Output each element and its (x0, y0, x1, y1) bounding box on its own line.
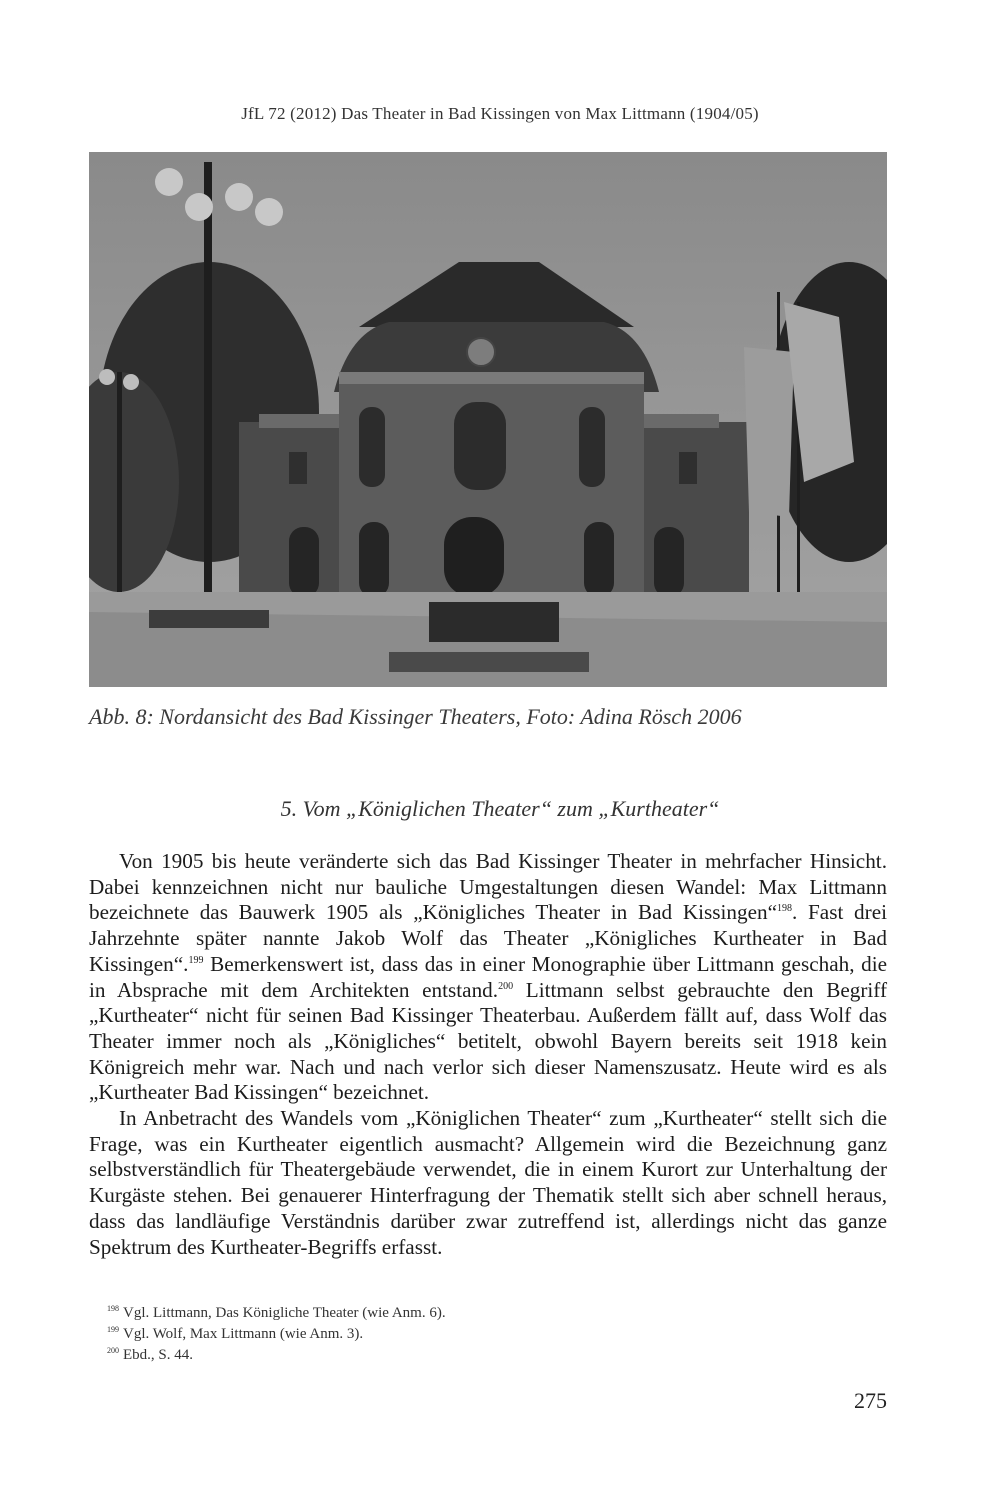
footnote-number: 200 (107, 1345, 119, 1355)
footnote (107, 1324, 446, 1345)
footnote-text: Ebd., S. 44. (123, 1347, 194, 1363)
paragraph-text: Bemerkenswert ist, dass das in einer Monographie über Littmann geschah, die in Absprache mit dem Architekten entstand. (89, 951, 887, 1002)
page-number: 275 (854, 1388, 887, 1413)
footnote (107, 1345, 446, 1366)
footnote-text: Vgl. Littmann, Das Königliche Theater (wie Anm. 6). (123, 1305, 446, 1321)
footnote-ref: 200 (498, 980, 514, 992)
footnote-text: Vgl. Wolf, Max Littmann (wie Anm. 3). (123, 1326, 364, 1342)
paragraph: In Anbetracht des Wandels vom „Königlichen Theater“ zum „Kurtheater“ stellt sich die Frage, was ein Kurtheater eigentlich ausmacht? Allgemein wird die Bezeichnung ganz selbstverständlich für Theatergebäude verwendet, die in einem Kurort zur Unterhaltung der Kurgäste stehen. Bei genauerer Hinterfragung der Thematik stellt sich aber schnell heraus, dass das landläufige Verständnis darüber zwar zutreffend ist, allerdings nicht das ganze Spektrum des Kurtheater-Begriffs erfasst. (89, 1106, 887, 1259)
footnotes (107, 1303, 446, 1366)
theater-photo (89, 152, 887, 687)
paragraph-text: Von 1905 bis heute veränderte sich das Bad Kissinger Theater in mehrfacher Hinsicht. Dabei kennzeichnen nicht nur bauliche Umgestaltungen diesen Wandel: Max Littmann bezeichnete das Bauwerk 1905 als „Königliches Theater in Bad Kissingen“ (89, 849, 887, 925)
body-text (89, 849, 887, 1260)
running-head: JfL 72 (2012) Das Theater in Bad Kissingen von Max Littmann (1904/05) (241, 104, 759, 123)
section-heading: 5. Vom „Königlichen Theater“ zum „Kurtheater“ (280, 796, 720, 821)
footnote-number: 198 (107, 1303, 119, 1313)
footnote-number: 199 (107, 1324, 119, 1334)
paragraph-text: . Fast drei Jahrzehnte später nannte Jakob Wolf das Theater „Königliches Kurtheater in Bad Kissingen“. (89, 900, 888, 976)
paragraph (89, 849, 887, 1106)
footnote-ref: 199 (188, 954, 204, 966)
footnote (107, 1303, 446, 1324)
figure-caption: Abb. 8: Nordansicht des Bad Kissinger Theaters, Foto: Adina Rösch 2006 (89, 704, 742, 729)
footnote-ref: 198 (777, 903, 792, 915)
paragraph-text: Littmann selbst gebrauchte den Begriff „Kurtheater“ nicht für seinen Bad Kissinger Theaterbau. Außerdem fällt auf, dass Wolf das Theater immer noch als „Königliches“ betitelt, obwohl Bayern bereits seit 1918 kein Königreich mehr war. Nach und nach verlor sich dieser Namenszusatz. Heute wird es als „Kurtheater Bad Kissingen“ bezeichnet. (89, 977, 887, 1105)
